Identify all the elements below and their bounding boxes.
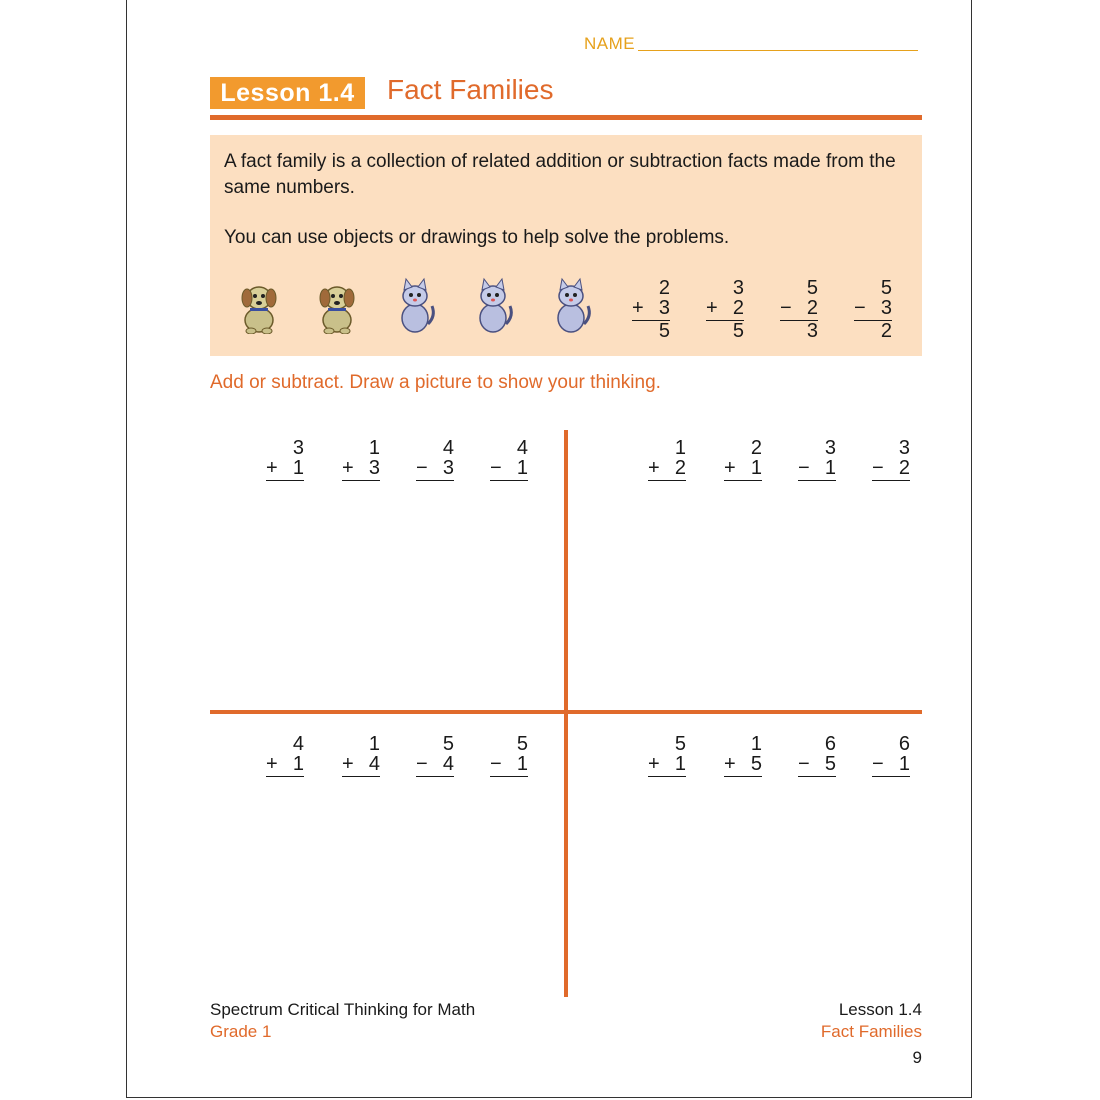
operator: − [854, 297, 866, 319]
example-problem [780, 278, 818, 341]
operator: − [416, 457, 428, 479]
top-number: 4 [292, 733, 304, 755]
example-problem [706, 278, 744, 341]
operator: + [266, 753, 278, 775]
answer-line [266, 776, 304, 777]
top-number: 6 [824, 733, 836, 755]
footer-book-title: Spectrum Critical Thinking for Math [210, 1000, 476, 1019]
intro-definition: A fact family is a collection of related addition or subtraction facts made from the same numbers. [224, 151, 896, 198]
dog-icon [236, 276, 282, 334]
practice-problem[interactable] [342, 734, 380, 777]
answer-line [648, 776, 686, 777]
operator: + [724, 457, 736, 479]
lesson-title: Fact Families [387, 74, 554, 105]
example-problem [632, 278, 670, 341]
answer-line [798, 776, 836, 777]
answer-line [872, 480, 910, 481]
top-number: 4 [516, 437, 528, 459]
top-number: 3 [898, 437, 910, 459]
operator: − [798, 753, 810, 775]
answer-line [798, 480, 836, 481]
answer-line [342, 480, 380, 481]
dog-icon [314, 276, 360, 334]
top-number: 1 [750, 733, 762, 755]
practice-problem[interactable] [872, 438, 910, 481]
cat-icon [392, 276, 438, 334]
answer: 3 [806, 320, 818, 342]
answer-line [266, 480, 304, 481]
operator: + [724, 753, 736, 775]
bottom-number: 1 [292, 753, 304, 775]
operator: + [648, 457, 660, 479]
top-number: 5 [806, 277, 818, 299]
bottom-number: 1 [292, 457, 304, 479]
bottom-number: 1 [516, 753, 528, 775]
lesson-badge: Lesson 1.4 [210, 77, 365, 109]
bottom-number: 2 [898, 457, 910, 479]
practice-problem[interactable] [416, 438, 454, 481]
example-problem [854, 278, 892, 341]
bottom-number: 3 [880, 297, 892, 319]
cat-icon [470, 276, 516, 334]
bottom-number: 4 [368, 753, 380, 775]
top-number: 1 [368, 437, 380, 459]
top-number: 1 [674, 437, 686, 459]
operator: − [490, 457, 502, 479]
bottom-number: 1 [898, 753, 910, 775]
bottom-number: 5 [824, 753, 836, 775]
practice-problem[interactable] [648, 734, 686, 777]
operator: + [342, 753, 354, 775]
footer-lesson: Lesson 1.4 [838, 1000, 922, 1019]
intro-hint: You can use objects or drawings to help solve the problems. [224, 227, 730, 248]
practice-problem[interactable] [798, 734, 836, 777]
bottom-number: 2 [732, 297, 744, 319]
operator: − [780, 297, 792, 319]
top-number: 2 [750, 437, 762, 459]
practice-problem[interactable] [798, 438, 836, 481]
bottom-number: 1 [750, 457, 762, 479]
answer: 5 [658, 320, 670, 342]
top-number: 5 [674, 733, 686, 755]
bottom-number: 3 [368, 457, 380, 479]
operator: + [266, 457, 278, 479]
operator: + [342, 457, 354, 479]
bottom-number: 1 [824, 457, 836, 479]
operator: + [648, 753, 660, 775]
operator: − [490, 753, 502, 775]
top-number: 3 [292, 437, 304, 459]
bottom-number: 1 [516, 457, 528, 479]
bottom-number: 5 [750, 753, 762, 775]
answer: 5 [732, 320, 744, 342]
operator: − [872, 457, 884, 479]
top-number: 3 [824, 437, 836, 459]
answer-line [490, 480, 528, 481]
bottom-number: 2 [806, 297, 818, 319]
bottom-number: 2 [674, 457, 686, 479]
name-line[interactable] [638, 50, 918, 51]
practice-problem[interactable] [416, 734, 454, 777]
operator: − [872, 753, 884, 775]
top-number: 1 [368, 733, 380, 755]
operator: − [798, 457, 810, 479]
answer-line [490, 776, 528, 777]
top-number: 2 [658, 277, 670, 299]
top-number: 5 [880, 277, 892, 299]
top-number: 6 [898, 733, 910, 755]
cat-icon [548, 276, 594, 334]
answer-line [724, 776, 762, 777]
answer-line [648, 480, 686, 481]
top-number: 5 [442, 733, 454, 755]
footer-topic: Fact Families [820, 1022, 922, 1041]
practice-problem[interactable] [266, 438, 304, 481]
bottom-number: 3 [658, 297, 670, 319]
name-label: NAME [584, 34, 636, 53]
practice-problem[interactable] [724, 438, 762, 481]
bottom-number: 1 [674, 753, 686, 775]
bottom-number: 4 [442, 753, 454, 775]
top-number: 3 [732, 277, 744, 299]
footer-grade: Grade 1 [210, 1022, 272, 1041]
page-number: 9 [912, 1048, 922, 1067]
answer-line [872, 776, 910, 777]
answer: 2 [880, 320, 892, 342]
practice-problem[interactable] [872, 734, 910, 777]
practice-problem[interactable] [490, 734, 528, 777]
answer-line [342, 776, 380, 777]
directions: Add or subtract. Draw a picture to show your thinking. [210, 372, 661, 393]
bottom-number: 3 [442, 457, 454, 479]
practice-problem[interactable] [342, 438, 380, 481]
answer-line [416, 480, 454, 481]
answer-line [724, 480, 762, 481]
top-number: 4 [442, 437, 454, 459]
answer-line [416, 776, 454, 777]
operator: + [632, 297, 644, 319]
top-number: 5 [516, 733, 528, 755]
operator: − [416, 753, 428, 775]
title-rule [210, 115, 922, 120]
operator: + [706, 297, 718, 319]
practice-problem[interactable] [266, 734, 304, 777]
quadrant-divider-horizontal [210, 710, 922, 714]
practice-problem[interactable] [724, 734, 762, 777]
practice-problem[interactable] [648, 438, 686, 481]
practice-problem[interactable] [490, 438, 528, 481]
